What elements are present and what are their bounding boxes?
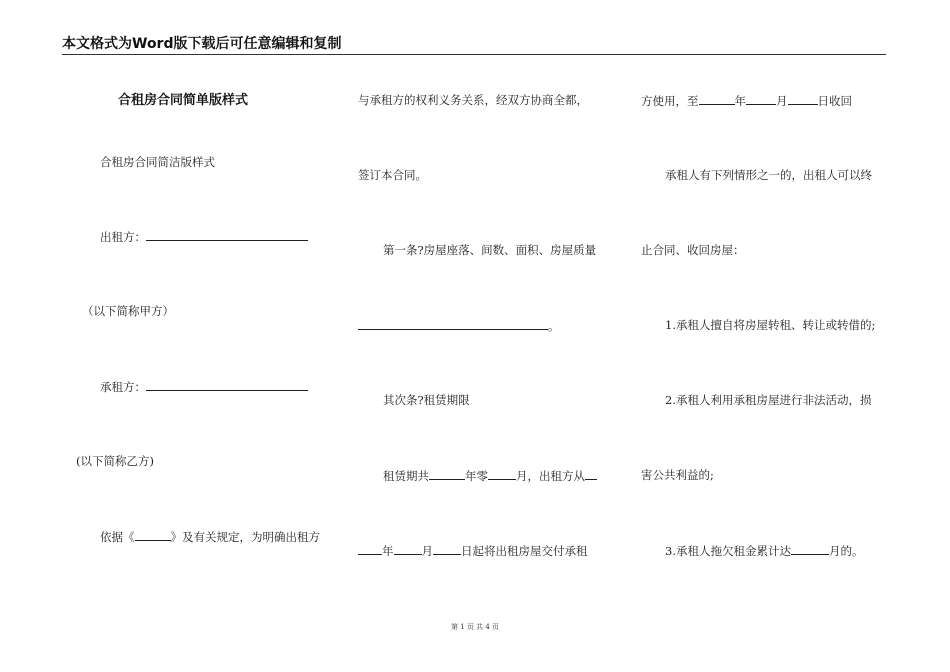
lease-end-line <box>641 93 852 108</box>
item3-text-b: 月的。 <box>828 544 864 558</box>
start-day-blank <box>433 543 461 555</box>
term-years-blank <box>429 468 465 480</box>
term2-text-a: 年 <box>382 544 394 558</box>
article-1-heading: 第一条?房屋座落、间数、面积、房屋质量 <box>383 243 597 257</box>
termination-clause-2: 止合同、收回房屋： <box>641 243 745 257</box>
document-header: 本文格式为Word版下载后可任意编辑和复制 <box>62 36 342 52</box>
lessee-blank <box>146 379 308 391</box>
lessor-blank <box>146 229 308 241</box>
term2-text-b: 月 <box>421 544 433 558</box>
end-year-blank <box>699 93 735 105</box>
lessor-label: 出租方： <box>100 230 146 244</box>
use-text-b: 年 <box>734 94 746 108</box>
termination-item-2b: 害公共利益的; <box>641 468 714 482</box>
header-divider <box>62 54 886 55</box>
termination-clause-1: 承租人有下列情形之一的，出租人可以终 <box>665 168 872 182</box>
contract-subtitle: 合租房合同简洁版样式 <box>100 155 215 169</box>
term-months-blank <box>488 468 516 480</box>
article-1-fill-line <box>358 318 560 333</box>
term-text-c: 月，出租方从 <box>516 469 585 483</box>
start-year-blank-a <box>585 468 597 480</box>
basis-text-b: 》及有关规定，为明确出租方 <box>170 530 320 544</box>
use-text-c: 月 <box>776 94 788 108</box>
lessee-label: 承租方： <box>100 380 146 394</box>
term2-text-c: 日起将出租房屋交付承租 <box>461 544 588 558</box>
end-day-blank <box>788 93 818 105</box>
termination-item-2a: 2.承租人利用承租房屋进行非法活动，损 <box>665 393 872 407</box>
article-2-heading: 其次条?租赁期限 <box>383 393 470 407</box>
termination-item-1: 1.承租人擅自将房屋转租、转让或转借的; <box>665 318 876 332</box>
use-text-a: 方使用，至 <box>641 94 699 108</box>
end-month-blank <box>746 93 776 105</box>
article-1-end: 。 <box>548 319 560 333</box>
termination-item-3 <box>665 543 863 558</box>
contract-title: 合租房合同简单版样式 <box>118 93 249 108</box>
property-description-blank <box>358 318 548 330</box>
lessee-line <box>100 379 308 394</box>
item3-text-a: 3.承租人拖欠租金累计达 <box>665 544 791 558</box>
lessor-line <box>100 229 308 244</box>
start-month-blank <box>394 543 422 555</box>
use-text-d: 日收回 <box>817 94 852 108</box>
term-text-b: 年零 <box>465 469 488 483</box>
lessor-alias: （以下简称甲方） <box>82 304 174 318</box>
col2-para-1: 与承租方的权利义务关系，经双方协商全都， <box>358 93 588 107</box>
arrears-months-blank <box>791 543 829 555</box>
lease-start-line <box>358 543 588 558</box>
lessee-alias: (以下简称乙方) <box>76 454 154 468</box>
lease-term-line <box>383 468 597 483</box>
basis-text-a: 依据《 <box>100 530 135 544</box>
law-name-blank <box>135 529 171 541</box>
term-text-a: 租赁期共 <box>383 469 429 483</box>
basis-line <box>100 529 320 544</box>
start-year-blank-b <box>358 543 382 555</box>
col2-para-2: 签订本合同。 <box>358 168 427 182</box>
page-number: 第 1 页 共 4 页 <box>450 623 500 631</box>
